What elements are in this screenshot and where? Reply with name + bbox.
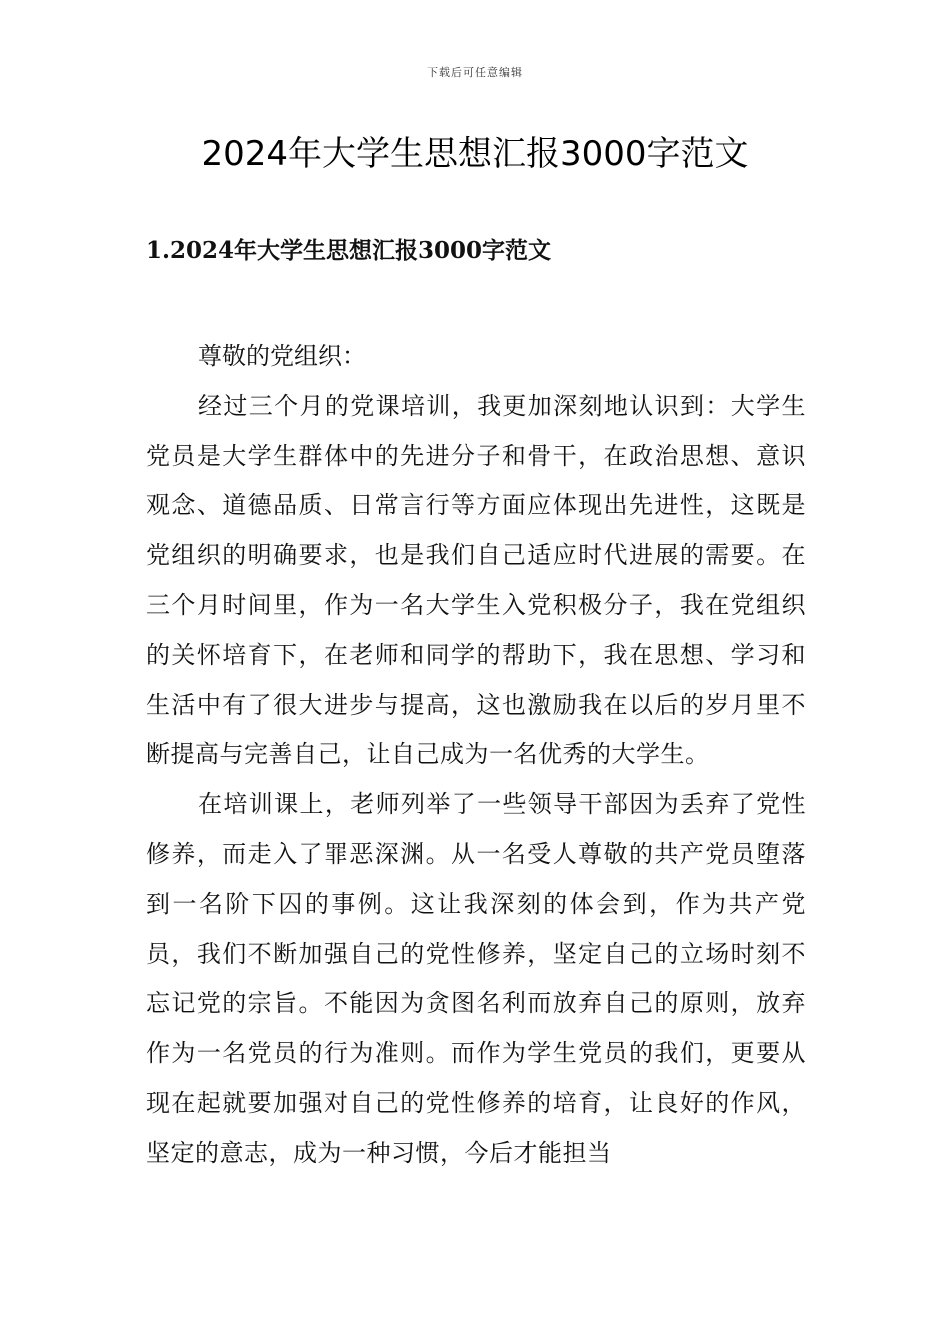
section-heading: 1.2024年大学生思想汇报3000字范文 [146, 237, 552, 264]
salutation: 尊敬的党组织： [198, 342, 366, 370]
header-note: 下载后可任意编辑 [427, 66, 523, 79]
paragraph: 在培训课上，老师列举了一些领导干部因为丢弃了党性修养，而走入了罪恶深渊。从一名受人尊敬的共产党员堕落到一名阶下囚的事例。这让我深刻的体会到，作为共产党员，我们不断加强自己的党性修养，坚定自己的立场时刻不忘记党的宗旨。不能因为贪图名利而放弃自己的原则，放弃作为一名党员的行为准则。而作为学生党员的我们，更要从现在起就要加强对自己的党性修养的培育，让良好的作风，坚定的意志，成为一种习惯，今后才能担当 [146, 790, 806, 1167]
paragraph: 经过三个月的党课培训，我更加深刻地认识到：大学生党员是大学生群体中的先进分子和骨干，在政治思想、意识观念、道德品质、日常言行等方面应体现出先进性，这既是党组织的明确要求，也是我们自己适应时代进展的需要。在三个月时间里，作为一名大学生入党积极分子，我在党组织的关怀培育下，在老师和同学的帮助下，我在思想、学习和生活中有了很大进步与提高，这也激励我在以后的岁月里不断提高与完善自己，让自己成为一名优秀的大学生。 [146, 391, 806, 769]
body-text [146, 332, 806, 1179]
document-title: 2024年大学生思想汇报3000字范文 [201, 134, 749, 174]
